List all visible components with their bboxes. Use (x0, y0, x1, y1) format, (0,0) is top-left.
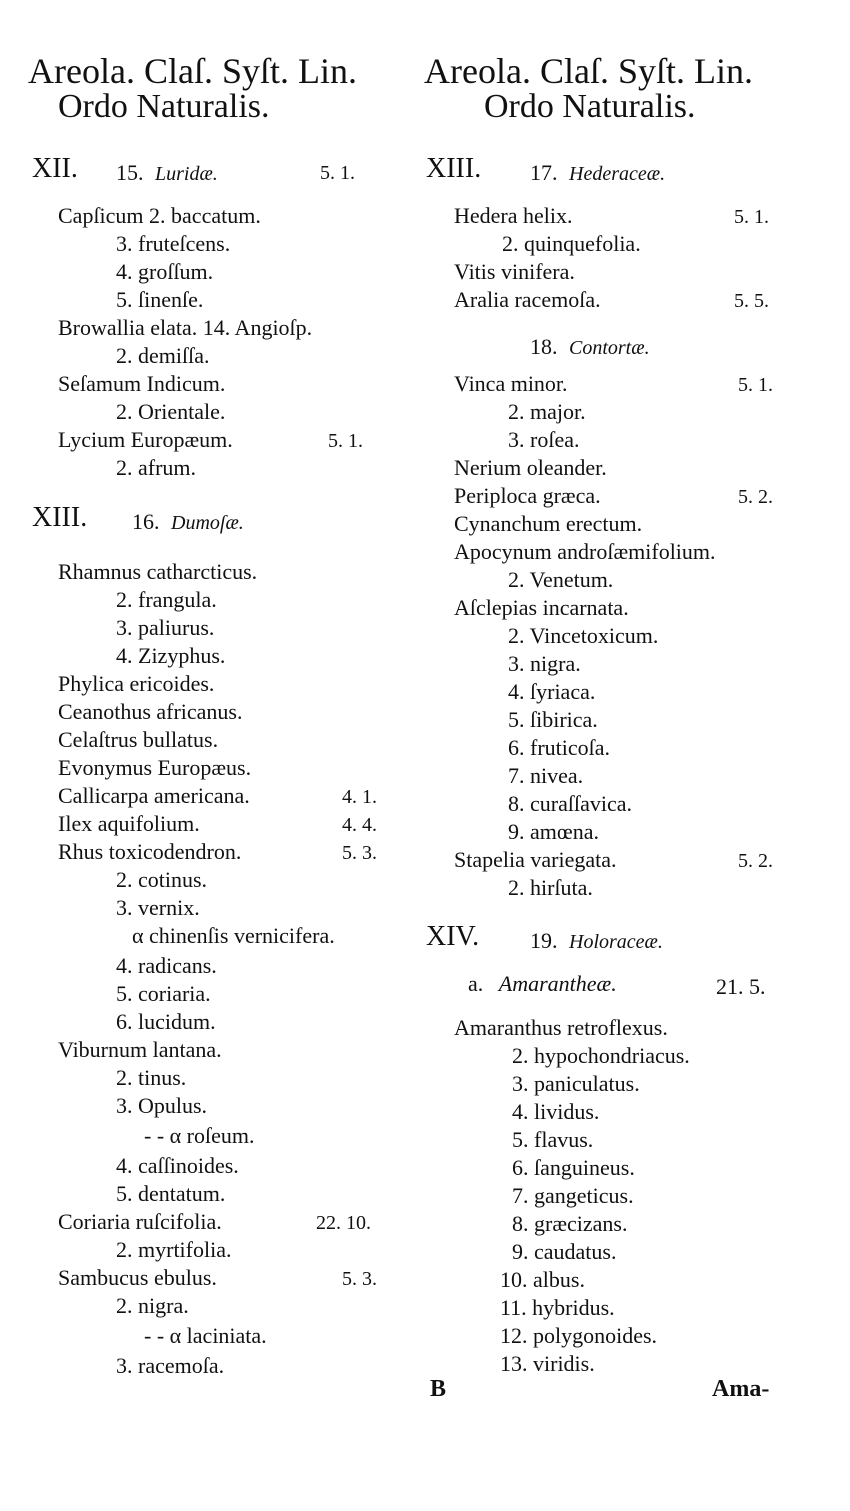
right-header-areola: Areola. Claſ. Syſt. Lin. (424, 51, 753, 91)
order-name: Holoraceæ. (569, 931, 663, 953)
left-order-15 (116, 160, 218, 187)
class-ref: 5. 2. (738, 486, 773, 508)
list-item: 4. lividus. (512, 1099, 600, 1124)
class-ref: 5. 2. (738, 850, 773, 872)
list-item: 2. demiſſa. (116, 343, 210, 368)
right-section-xiii: XIII. (426, 153, 482, 184)
list-item: 5. ſibirica. (508, 707, 598, 732)
list-item: Ceanothus africanus. (58, 699, 243, 724)
list-item: 3. vernix. (116, 895, 200, 920)
list-item: 2. quinquefolia. (502, 231, 641, 256)
list-item: 4. radicans. (116, 953, 217, 978)
list-item: 3. paniculatus. (512, 1071, 640, 1096)
list-item: 10. albus. (500, 1267, 585, 1292)
list-item: Viburnum lantana. (58, 1037, 222, 1062)
order-name: Hederaceæ. (569, 163, 666, 185)
list-item: Cynanchum erectum. (454, 511, 643, 536)
list-item: 2. afrum. (116, 455, 197, 480)
left-order-16 (132, 509, 244, 536)
list-item: 3. roſea. (508, 427, 580, 452)
list-item: Capſicum 2. baccatum. (58, 203, 261, 228)
list-item: Aſclepias incarnata. (454, 595, 629, 620)
list-item: 3. fruteſcens. (116, 231, 231, 256)
class-ref: 5. 1. (734, 206, 769, 228)
left-header-areola: Areola. Claſ. Syſt. Lin. (28, 51, 357, 91)
list-item: Celaſtrus bullatus. (58, 727, 219, 752)
list-item: Vinca minor. (454, 371, 568, 396)
list-item: Phylica ericoides. (58, 671, 215, 696)
list-item: 5. flavus. (512, 1127, 594, 1152)
list-item: 2. Vincetoxicum. (508, 623, 659, 648)
list-item: Ilex aquifolium. (58, 811, 200, 836)
right-section-xiv: XIV. (426, 921, 480, 952)
list-item: 2. hypochondriacus. (512, 1043, 690, 1068)
list-item: 4. groſſum. (116, 259, 214, 284)
left-class-ref-0: 5. 1. (320, 162, 355, 184)
class-ref: 5. 1. (328, 430, 363, 452)
order-number: 16. (132, 509, 160, 534)
list-item: 9. caudatus. (512, 1239, 617, 1264)
order-number: 18. (530, 334, 558, 359)
order-number: 15. (116, 160, 144, 185)
list-item: 5. dentatum. (116, 1181, 226, 1206)
list-item: Apocynum androſæmifolium. (454, 539, 716, 564)
list-item: 2. Orientale. (116, 399, 226, 424)
list-item: 4. Zizyphus. (116, 643, 226, 668)
list-item: 2. major. (508, 399, 586, 424)
list-item: Lycium Europæum. (58, 427, 233, 452)
class-ref: 4. 1. (342, 786, 377, 808)
class-ref: 5. 5. (734, 290, 769, 312)
left-section-xiii: XIII. (32, 502, 88, 533)
list-item: 6. lucidum. (116, 1009, 216, 1034)
list-item: 13. viridis. (500, 1351, 595, 1376)
list-item: 5. ſinenſe. (116, 287, 204, 312)
list-item: Vitis vinifera. (454, 259, 575, 284)
list-item: 5. coriaria. (116, 981, 211, 1006)
subsection-name: Amarantheæ. (498, 971, 617, 996)
list-item: 3. Opulus. (116, 1093, 208, 1118)
section-numeral: XII. (32, 153, 78, 184)
list-item: Callicarpa americana. (58, 783, 250, 808)
list-item: Rhamnus catharcticus. (58, 559, 258, 584)
list-item: Stapelia variegata. (454, 847, 617, 872)
order-name: Dumoſæ. (171, 512, 244, 534)
list-item: 2. myrtifolia. (116, 1237, 232, 1262)
list-item: Sambucus ebulus. (58, 1265, 217, 1290)
list-item: - - α laciniata. (144, 1323, 267, 1348)
order-number: 19. (530, 928, 558, 953)
catchword: Ama- (712, 1376, 770, 1402)
list-item: - - α roſeum. (144, 1123, 255, 1148)
list-item: 9. amœna. (508, 819, 600, 844)
list-item: Amaranthus retroflexus. (454, 1015, 668, 1040)
list-item: Rhus toxicodendron. (58, 839, 242, 864)
list-item: 4. caſſinoides. (116, 1153, 239, 1178)
class-ref: 22. 10. (316, 1212, 371, 1234)
list-item: 2. tinus. (116, 1065, 187, 1090)
class-ref: 4. 4. (342, 814, 377, 836)
list-item: Coriaria ruſcifolia. (58, 1209, 222, 1234)
list-item: 3. nigra. (508, 651, 581, 676)
list-item: Aralia racemoſa. (454, 287, 601, 312)
left-header-ordo: Ordo Naturalis. (58, 88, 270, 125)
class-ref: 21. 5. (716, 974, 766, 999)
list-item: 4. ſyriaca. (508, 679, 596, 704)
signature-mark: B (430, 1376, 447, 1402)
list-item: 7. nivea. (508, 763, 584, 788)
right-order-19 (530, 928, 663, 955)
order-number: 17. (530, 160, 558, 185)
right-order-17 (530, 160, 665, 187)
list-item: 3. racemoſa. (116, 1353, 225, 1378)
order-name: Contortæ. (569, 337, 650, 359)
list-item: 2. hirſuta. (508, 875, 593, 900)
list-item: Periploca græca. (454, 483, 601, 508)
class-ref: 5. 1. (738, 374, 773, 396)
right-header-ordo: Ordo Naturalis. (484, 88, 696, 125)
list-item: 12. polygonoides. (500, 1323, 658, 1348)
subsection-letter: a. (468, 971, 484, 996)
list-item: Browallia elata. 14. Angioſp. (58, 315, 313, 340)
list-item: Hedera helix. (454, 203, 573, 228)
class-ref: 5. 3. (342, 842, 377, 864)
left-section-xii (32, 153, 78, 184)
list-item: 11. hybridus. (500, 1295, 615, 1320)
list-item: 2. Venetum. (508, 567, 614, 592)
list-item: 8. curaſſavica. (508, 791, 632, 816)
list-item: 7. gangeticus. (512, 1183, 634, 1208)
list-item: Nerium oleander. (454, 455, 607, 480)
list-item: 2. frangula. (116, 587, 217, 612)
list-item: 2. cotinus. (116, 867, 208, 892)
list-item: Evonymus Europæus. (58, 755, 252, 780)
list-item: 6. fruticoſa. (508, 735, 611, 760)
order-name: Luridæ. (155, 163, 218, 185)
list-item: 6. ſanguineus. (512, 1155, 635, 1180)
list-item: α chinenſis vernicifera. (132, 923, 335, 948)
list-item: Seſamum Indicum. (58, 371, 226, 396)
class-ref: 5. 3. (342, 1268, 377, 1290)
list-item: 3. paliurus. (116, 615, 215, 640)
right-order-18 (530, 334, 650, 361)
right-subsection-a (468, 971, 617, 997)
list-item: 2. nigra. (116, 1293, 189, 1318)
list-item: 8. græcizans. (512, 1211, 628, 1236)
